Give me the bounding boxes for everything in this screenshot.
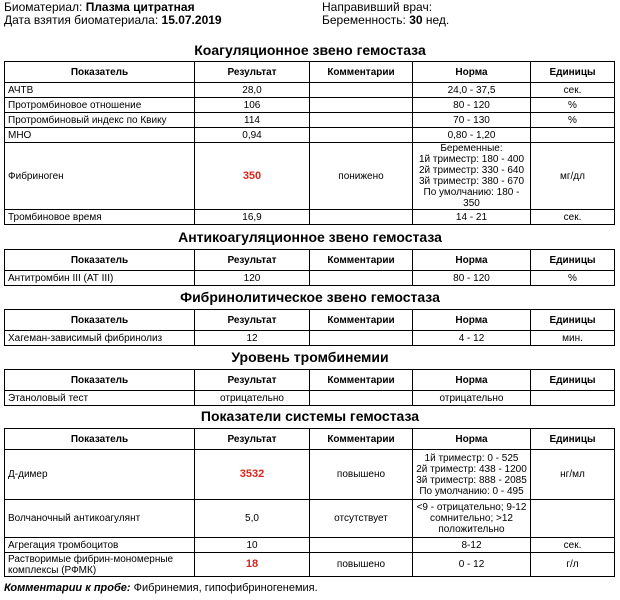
- row-name: Протромбиновый индекс по Квику: [5, 113, 195, 128]
- row-name-line: комплексы (РФМК): [8, 564, 97, 576]
- table-header-row: [5, 429, 615, 450]
- col-units: Единицы: [531, 310, 615, 331]
- row-norm: 0 - 12: [413, 553, 531, 577]
- col-indicator: Показатель: [5, 62, 195, 83]
- row-name: Хагеман-зависимый фибринолиз: [5, 331, 195, 346]
- thrombinemia-table: [4, 369, 615, 406]
- table-row: [5, 98, 615, 113]
- row-units: [531, 128, 615, 143]
- row-comment: [310, 113, 413, 128]
- row-norm: [413, 143, 531, 210]
- row-norm: 4 - 12: [413, 331, 531, 346]
- fibrinolytic-table: [4, 309, 615, 346]
- section-title-hemostasis: Показатели системы гемостаза: [200, 408, 420, 424]
- row-comment: повышено: [310, 450, 413, 500]
- pregnancy-unit: нед.: [425, 13, 450, 27]
- row-result-abnormal: 350: [195, 143, 310, 210]
- row-norm: 80 - 120: [413, 271, 531, 286]
- doctor-line: [322, 0, 432, 14]
- col-indicator: Показатель: [5, 310, 195, 331]
- table-row: [5, 271, 615, 286]
- col-comment: Комментарии: [310, 250, 413, 271]
- row-name: [5, 553, 195, 577]
- col-units: Единицы: [531, 429, 615, 450]
- row-units: сек.: [531, 538, 615, 553]
- doctor-label: Направивший врач:: [322, 0, 433, 14]
- row-comment: [310, 331, 413, 346]
- col-result: Результат: [195, 310, 310, 331]
- biomaterial-line: [4, 0, 195, 14]
- col-comment: Комментарии: [310, 370, 413, 391]
- row-comment: повышено: [310, 553, 413, 577]
- col-comment: Комментарии: [310, 62, 413, 83]
- row-result: отрицательно: [195, 391, 310, 406]
- row-units: мг/дл: [531, 143, 615, 210]
- row-units: [531, 500, 615, 538]
- row-norm: [413, 500, 531, 538]
- row-norm: [413, 450, 531, 500]
- row-result: 12: [195, 331, 310, 346]
- row-result: 16,9: [195, 210, 310, 225]
- col-norm: Норма: [413, 310, 531, 331]
- pregnancy-line: [322, 13, 449, 27]
- row-result: 0,94: [195, 128, 310, 143]
- row-units: г/л: [531, 553, 615, 577]
- table-row: [5, 83, 615, 98]
- col-indicator: Показатель: [5, 429, 195, 450]
- table-row: [5, 210, 615, 225]
- row-norm: 24,0 - 37,5: [413, 83, 531, 98]
- row-result-abnormal: 3532: [195, 450, 310, 500]
- table-header-row: [5, 370, 615, 391]
- row-result: 106: [195, 98, 310, 113]
- col-units: Единицы: [531, 370, 615, 391]
- table-header-row: [5, 250, 615, 271]
- row-norm: 0,80 - 1,20: [413, 128, 531, 143]
- coagulation-table: [4, 61, 615, 225]
- date-label: Дата взятия биоматериала:: [4, 13, 159, 27]
- row-name: Тромбиновое время: [5, 210, 195, 225]
- section-title-fibrinolytic: Фибринолитическое звено гемостаза: [180, 289, 440, 305]
- row-name: Этаноловый тест: [5, 391, 195, 406]
- date-line: [4, 13, 222, 27]
- row-comment: [310, 210, 413, 225]
- col-units: Единицы: [531, 62, 615, 83]
- row-name: Агрегация тромбоцитов: [5, 538, 195, 553]
- norm-line: По умолчанию: 180 - 350: [423, 187, 520, 209]
- col-norm: Норма: [413, 250, 531, 271]
- row-result: 10: [195, 538, 310, 553]
- row-name: Протромбиновое отношение: [5, 98, 195, 113]
- row-comment: понижено: [310, 143, 413, 210]
- pregnancy-label: Беременность:: [322, 13, 406, 27]
- row-name: АЧТВ: [5, 83, 195, 98]
- row-result: 5,0: [195, 500, 310, 538]
- row-norm: 70 - 130: [413, 113, 531, 128]
- col-result: Результат: [195, 250, 310, 271]
- norm-line: Беременные:: [440, 143, 503, 154]
- row-norm: 80 - 120: [413, 98, 531, 113]
- row-name: Д-димер: [5, 450, 195, 500]
- row-comment: [310, 83, 413, 98]
- table-row: [5, 450, 615, 500]
- sample-comment-text: Фибринемия, гипофибриногенемия.: [133, 582, 318, 594]
- row-units: %: [531, 98, 615, 113]
- row-name: Фибриноген: [5, 143, 195, 210]
- col-units: Единицы: [531, 250, 615, 271]
- table-row: [5, 538, 615, 553]
- col-result: Результат: [195, 370, 310, 391]
- row-units: [531, 391, 615, 406]
- row-result: 114: [195, 113, 310, 128]
- row-comment: отсутствует: [310, 500, 413, 538]
- row-units: %: [531, 271, 615, 286]
- table-row: [5, 553, 615, 577]
- col-indicator: Показатель: [5, 370, 195, 391]
- table-row: [5, 391, 615, 406]
- norm-line: сомнительно; >12: [429, 513, 513, 524]
- norm-line: 3й триместр: 888 - 2085: [416, 474, 527, 486]
- row-units: мин.: [531, 331, 615, 346]
- table-header-row: [5, 310, 615, 331]
- row-result-abnormal: 18: [195, 553, 310, 577]
- biomaterial-value: Плазма цитратная: [85, 0, 195, 14]
- col-result: Результат: [195, 429, 310, 450]
- norm-line: 3й триместр: 380 - 670: [418, 176, 525, 187]
- table-row: [5, 331, 615, 346]
- row-comment: [310, 391, 413, 406]
- section-title-coagulation: Коагуляционное звено гемостаза: [194, 42, 426, 58]
- col-norm: Норма: [413, 370, 531, 391]
- col-comment: Комментарии: [310, 429, 413, 450]
- row-units: нг/мл: [531, 450, 615, 500]
- row-name-line: Растворимые фибрин-мономерные: [8, 553, 174, 565]
- row-units: %: [531, 113, 615, 128]
- row-units: сек.: [531, 210, 615, 225]
- col-norm: Норма: [413, 429, 531, 450]
- biomaterial-label: Биоматериал:: [4, 0, 83, 14]
- row-norm: 14 - 21: [413, 210, 531, 225]
- section-title-anticoagulation: Антикоагуляционное звено гемостаза: [178, 229, 442, 245]
- sample-comment-label: Комментарии к пробе:: [4, 582, 131, 594]
- row-norm: отрицательно: [413, 391, 531, 406]
- table-row: [5, 143, 615, 210]
- norm-line: <9 - отрицательно; 9-12: [416, 502, 527, 513]
- row-norm: 8-12: [413, 538, 531, 553]
- section-title-thrombinemia: Уровень тромбинемии: [231, 349, 389, 365]
- table-header-row: [5, 62, 615, 83]
- norm-line: 1й триместр: 0 - 525: [424, 452, 519, 464]
- row-result: 120: [195, 271, 310, 286]
- norm-line: 2й триместр: 438 - 1200: [416, 463, 527, 475]
- row-result: 28,0: [195, 83, 310, 98]
- col-norm: Норма: [413, 62, 531, 83]
- row-comment: [310, 271, 413, 286]
- pregnancy-value: 30: [409, 13, 423, 27]
- hemostasis-table: [4, 428, 615, 577]
- col-comment: Комментарии: [310, 310, 413, 331]
- norm-line: 1й триместр: 180 - 400: [418, 154, 525, 165]
- row-name: МНО: [5, 128, 195, 143]
- row-comment: [310, 128, 413, 143]
- row-comment: [310, 98, 413, 113]
- table-row: [5, 128, 615, 143]
- row-units: сек.: [531, 83, 615, 98]
- date-value: 15.07.2019: [161, 13, 222, 27]
- sample-comment: [4, 582, 318, 594]
- table-row: [5, 113, 615, 128]
- row-name: Волчаночный антикоагулянт: [5, 500, 195, 538]
- col-indicator: Показатель: [5, 250, 195, 271]
- col-result: Результат: [195, 62, 310, 83]
- table-row: [5, 500, 615, 538]
- row-name: Антитромбин III (АТ III): [5, 271, 195, 286]
- row-comment: [310, 538, 413, 553]
- norm-line: По умолчанию: 0 - 495: [419, 485, 524, 497]
- norm-line: положительно: [438, 524, 505, 535]
- anticoagulation-table: [4, 249, 615, 286]
- norm-line: 2й триместр: 330 - 640: [418, 165, 525, 176]
